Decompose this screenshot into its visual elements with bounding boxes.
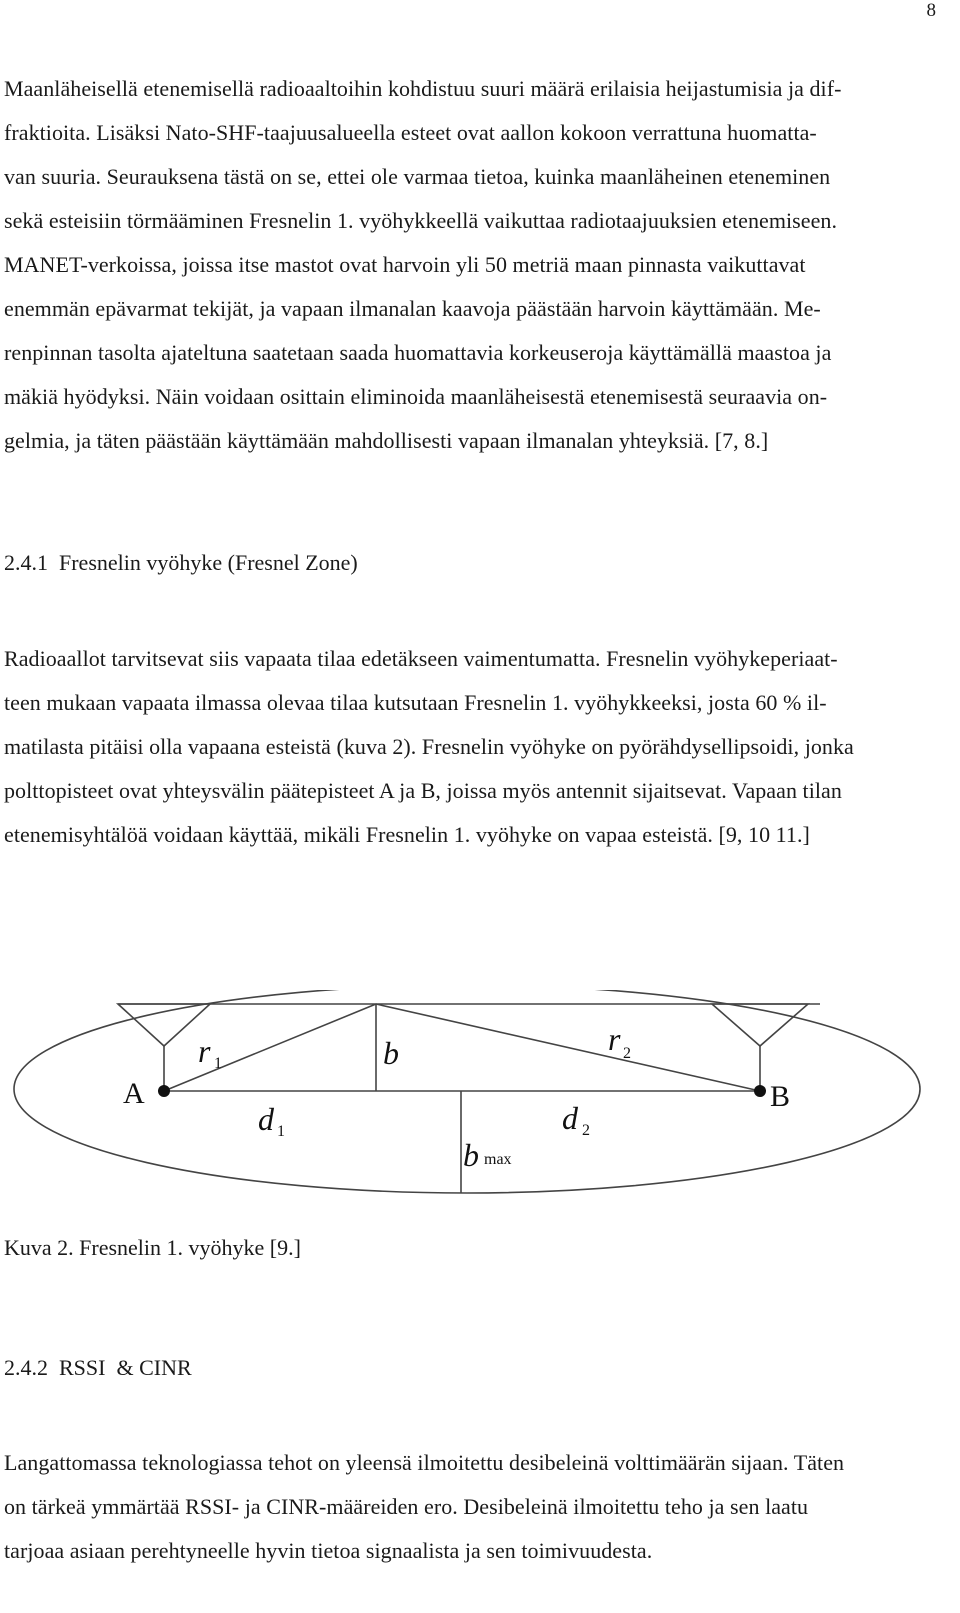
paragraph1-line: MANET-verkoissa, joissa itse mastot ovat harvoin yli 50 metriä maan pinnasta vaikuttavat [4,252,806,277]
paragraph1-line: fraktioita. Lisäksi Nato-SHF-taajuusalueella esteet ovat aallon kokoon verrattuna huomatta- [4,120,817,145]
paragraph1-line: Maanläheisellä etenemisellä radioaaltoihin kohdistuu suuri määrä erilaisia heijastumisia ja dif- [4,76,842,101]
label-d2: d [562,1100,578,1136]
paragraph3-line: Langattomassa teknologiassa tehot on yleensä ilmoitettu desibeleinä volttimäärän sijaan. Täten [4,1450,845,1475]
label-r2: r [608,1021,621,1057]
label-a: A [123,1077,145,1110]
paragraph2-line: etenemisyhtälöä voidaan käyttää, mikäli Fresnelin 1. vyöhyke on vapaa esteistä. [9, 10 11.] [4,822,810,847]
section-heading-2-4-1: 2.4.1 Fresnelin vyöhyke (Fresnel Zone) [4,550,358,575]
fresnel-zone-figure [0,990,960,1200]
paragraph3-line: on tärkeä ymmärtää RSSI- ja CINR-määreiden ero. Desibeleinä ilmoitettu teho ja sen laatu [4,1494,809,1519]
figure-caption: Kuva 2. Fresnelin 1. vyöhyke [9.] [4,1235,301,1260]
paragraph1-line: sekä esteisiin törmääminen Fresnelin 1. vyöhykkeellä vaikuttaa radiotaajuuksien etenemiseen. [4,208,838,233]
label-b-point: B [770,1080,791,1113]
label-d2-sub: 2 [582,1122,590,1139]
paragraph2-line: Radioaallot tarvitsevat siis vapaata tilaa edetäkseen vaimentumatta. Fresnelin vyöhykeperiaat- [4,646,838,671]
paragraph1-line: renpinnan tasolta ajateltuna saatetaan saada huomattavia korkeuseroja käyttämällä maastoa ja [4,340,832,365]
antenna-a-icon [118,1004,210,1046]
paragraph1-line: enemmän epävarmat tekijät, ja vapaan ilmanalan kaavoja päästään harvoin käyttämään. Me- [4,296,821,321]
label-d1: d [258,1101,274,1137]
point-b [754,1085,766,1097]
label-r2-sub: 2 [623,1045,631,1062]
paragraph3-line: tarjoaa asiaan perehtyneelle hyvin tietoa signaalista ja sen toimivuudesta. [4,1538,653,1563]
paragraph1-line: van suuria. Seurauksena tästä on se, ettei ole varmaa tietoa, kuinka maanläheinen eteneminen [4,164,831,189]
label-bmax-sub: max [484,1151,512,1168]
paragraph1-line: gelmia, ja täten päästään käyttämään mahdollisesti vapaan ilmanalan yhteyksiä. [7, 8.] [4,428,769,453]
label-b: b [383,1035,399,1071]
label-bmax: b [463,1137,479,1173]
label-r1: r [198,1033,211,1069]
line-r2 [376,1004,760,1091]
paragraph2-line: matilasta pitäisi olla vapaana esteistä (kuva 2). Fresnelin vyöhyke on pyörähdysellipsoidi, jonka [4,734,854,759]
paragraph2-line: teen mukaan vapaata ilmassa olevaa tilaa kutsutaan Fresnelin 1. vyöhykkeeksi, josta 60 % il- [4,690,827,715]
label-r1-sub: 1 [214,1055,222,1072]
paragraph1-line: mäkiä hyödyksi. Näin voidaan osittain eliminoida maanläheisestä etenemisestä seuraavia on- [4,384,828,409]
point-a [158,1085,170,1097]
label-d1-sub: 1 [277,1123,285,1140]
paragraph2-line: polttopisteet ovat yhteysvälin päätepisteet A ja B, joissa myös antennit sijaitsevat. Vapaan tilan [4,778,842,803]
section-heading-2-4-2: 2.4.2 RSSI & CINR [4,1355,192,1380]
page-number: 8 [926,0,936,21]
